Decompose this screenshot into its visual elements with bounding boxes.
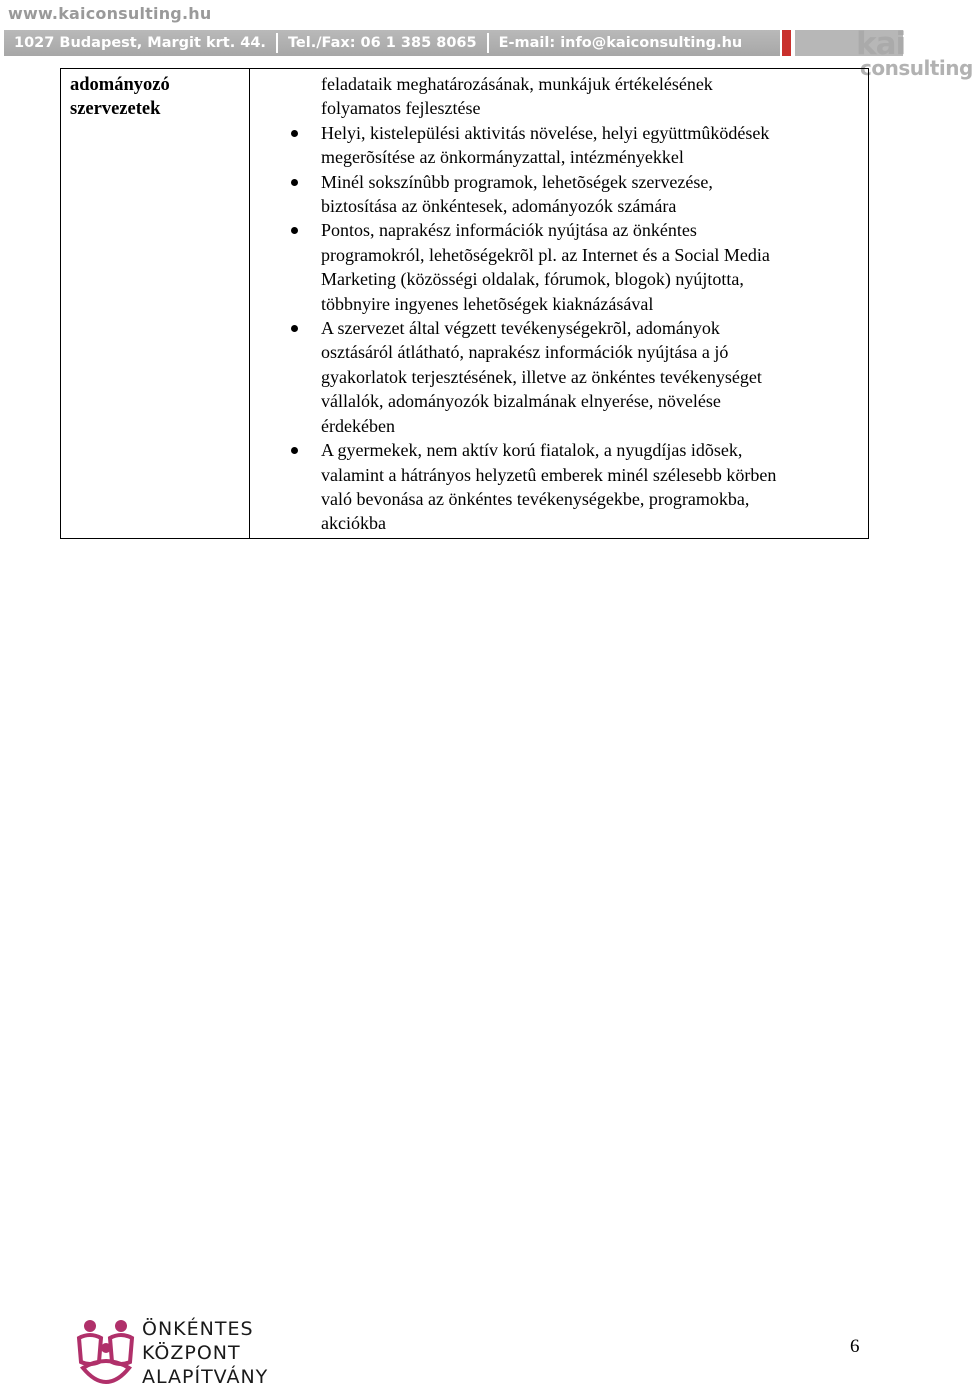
address-text: 1027 Budapest, Margit krt. 44.: [14, 35, 266, 51]
bullet-line: A gyermekek, nem aktív korú fiatalok, a nyugdíjas idõsek,: [321, 440, 743, 461]
bullet-line: többnyire ingyenes lehetõségek kiaknázásával: [321, 293, 654, 314]
bullet-line: Marketing (közösségi oldalak, fórumok, blogok) nyújtotta,: [321, 269, 744, 290]
logo-text-alapitvany: ALAPÍTVÁNY: [142, 1366, 269, 1388]
table-label-cell: [61, 69, 250, 538]
logo-text-kozpont: KÖZPONT: [142, 1342, 241, 1364]
bullet-line: Minél sokszínûbb programok, lehetõségek szervezése,: [321, 171, 713, 192]
bullet-line: gyakorlatok terjesztésének, illetve az önkéntes tevékenységet: [321, 366, 762, 387]
bullet-line: A szervezet által végzett tevékenységekrõl, adományok: [321, 318, 720, 339]
bullet-line: valamint a hátrányos helyzetû emberek minél szélesebb körben: [321, 464, 777, 485]
people-emblem-icon: [75, 1318, 137, 1390]
header-bar: [4, 30, 780, 56]
logo-text-onkentes: ÖNKÉNTES: [142, 1318, 254, 1340]
list-item: [250, 438, 860, 536]
bullet-line: osztásáról átlátható, naprakész információk nyújtása a jó: [321, 342, 729, 363]
content-table: [60, 68, 869, 539]
bullet-line: vállalók, adományozók bizalmának elnyerése, növelése: [321, 391, 721, 412]
consulting-logo: consulting: [860, 56, 973, 80]
page-number: 6: [850, 1336, 860, 1357]
table-label: adományozó szervezetek: [70, 75, 170, 119]
bullet-line: akciókba: [321, 513, 386, 534]
intro-line: feladataik meghatározásának, munkájuk értékelésének: [321, 74, 713, 94]
site-url[interactable]: www.kaiconsulting.hu: [8, 4, 212, 23]
bullet-icon: [291, 179, 298, 186]
table-content-cell: [250, 69, 868, 538]
onkentes-kozpont-logo: [75, 1318, 269, 1390]
bullet-icon: [291, 227, 298, 234]
intro-line: folyamatos fejlesztése: [321, 98, 481, 119]
bullet-line: érdekében: [321, 415, 395, 436]
list-item: [250, 218, 860, 316]
bullet-line: megerõsítése az önkormányzattal, intézményekkel: [321, 147, 684, 168]
kai-logo: kai: [856, 26, 906, 62]
phone-text: Tel./Fax: 06 1 385 8065: [287, 35, 477, 51]
bullet-line: biztosítása az önkéntesek, adományozók számára: [321, 196, 677, 217]
bullet-line: programokról, lehetõségekrõl pl. az Internet és a Social Media: [321, 244, 770, 265]
bullet-line: való bevonása az önkéntes tevékenységekbe, programokba,: [321, 488, 750, 509]
bullet-line: Pontos, naprakész információk nyújtása az önkéntes: [321, 220, 697, 241]
bullet-icon: [291, 325, 298, 332]
bullet-line: Helyi, kistelepülési aktivitás növelése, helyi együttmûködések: [321, 122, 770, 143]
brand-accent-bar: [782, 30, 791, 56]
list-item: [250, 316, 860, 438]
bullet-icon: [291, 447, 298, 454]
bullet-list: [250, 121, 860, 536]
list-item: [250, 170, 860, 219]
list-item: [250, 121, 860, 170]
email-link[interactable]: E-mail: info@kaiconsulting.hu: [498, 35, 743, 51]
bullet-icon: [291, 130, 298, 137]
